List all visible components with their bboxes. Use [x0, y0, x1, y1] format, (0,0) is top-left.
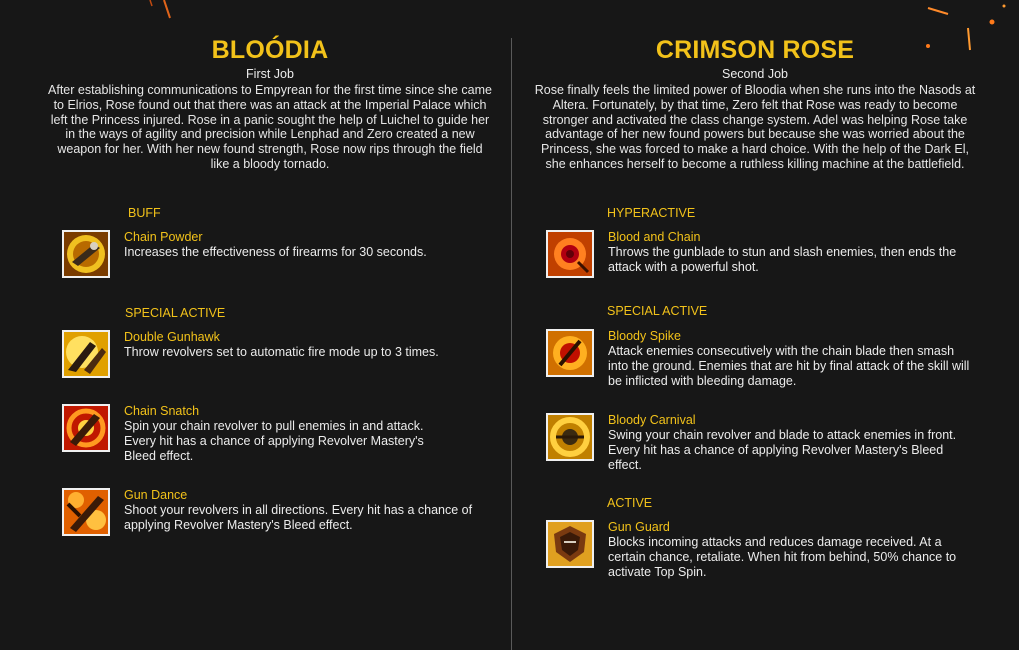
job-title: CRIMSON ROSE — [655, 36, 855, 64]
gun-dance-icon — [62, 488, 110, 536]
skill-description: Swing your chain revolver and blade to attack enemies in front. Every hit has a chance of applying Revolver Mastery's Bleed effect. — [608, 428, 957, 472]
skill-description: Spin your chain revolver to pull enemies in and attack. Every hit has a chance of applying Revolver Mastery's Bleed effect. — [124, 419, 424, 463]
job-description: Rose finally feels the limited power of Bloodia when she runs into the Nasods at Altera. Fortunately, by that time, Zero felt that Rose was ready to become stronger and activated the class change system. Adel was helping Rose take advantage of her new found powers but because she was worried about the Princess, she was forced to make a hard choice. With the help of the Dark El, she enhances herself to become a ruthless killing machine at the battlefield. — [534, 83, 976, 171]
skill-description: Attack enemies consecutively with the chain blade then smash into the ground. Enemies that are hit by final attack of the skill will be inflicted with bleeding damage. — [608, 344, 970, 388]
section-heading-special-active: SPECIAL ACTIVE — [125, 306, 226, 320]
skill-name: Double Gunhawk — [124, 330, 220, 344]
gun-guard-icon — [546, 520, 594, 568]
job-title: BLOÓDIA — [211, 36, 329, 64]
skill-name: Gun Guard — [608, 520, 670, 534]
skill-description: Increases the effectiveness of firearms for 30 seconds. — [124, 245, 427, 259]
section-heading-active: ACTIVE — [607, 496, 653, 510]
section-heading-special-active: SPECIAL ACTIVE — [607, 304, 708, 318]
skill-description: Throws the gunblade to stun and slash enemies, then ends the attack with a powerful shot. — [608, 245, 957, 274]
bloody-carnival-icon — [546, 413, 594, 461]
skill-name: Chain Powder — [124, 230, 203, 244]
skill-name: Bloody Spike — [608, 329, 681, 343]
chain-powder-icon — [62, 230, 110, 278]
double-gunhawk-icon — [62, 330, 110, 378]
column-divider — [511, 38, 512, 650]
blood-and-chain-icon — [546, 230, 594, 278]
job-subtitle: First Job — [246, 67, 294, 81]
job-subtitle: Second Job — [721, 67, 789, 81]
skill-name: Bloody Carnival — [608, 413, 696, 427]
skill-name: Chain Snatch — [124, 404, 200, 418]
section-heading-buff: BUFF — [128, 206, 161, 220]
chain-snatch-icon — [62, 404, 110, 452]
skill-description: Blocks incoming attacks and reduces damage received. At a certain chance, retaliate. When hit from behind, 50% chance to activate Top Spin. — [608, 535, 957, 579]
skill-description: Shoot your revolvers in all directions. Every hit has a chance of applying Revolver Mastery's Bleed effect. — [124, 503, 473, 532]
section-heading-hyperactive: HYPERACTIVE — [607, 206, 696, 220]
skill-name: Blood and Chain — [608, 230, 701, 244]
skill-description: Throw revolvers set to automatic fire mode up to 3 times. — [124, 345, 439, 359]
job-description: After establishing communications to Empyrean for the first time since she came to Elrios, Rose found out that there was an attack at the Imperial Palace which left the Princess injured. Rose in a panic sought the help of Luichel to guide her in the ways of agility and precision while Lenphad and Zero created a new weapon for her. With her new found strength, Rose now rips through the field like a bloody tornado. — [48, 83, 492, 171]
bloody-spike-icon — [546, 329, 594, 377]
skill-name: Gun Dance — [124, 488, 188, 502]
